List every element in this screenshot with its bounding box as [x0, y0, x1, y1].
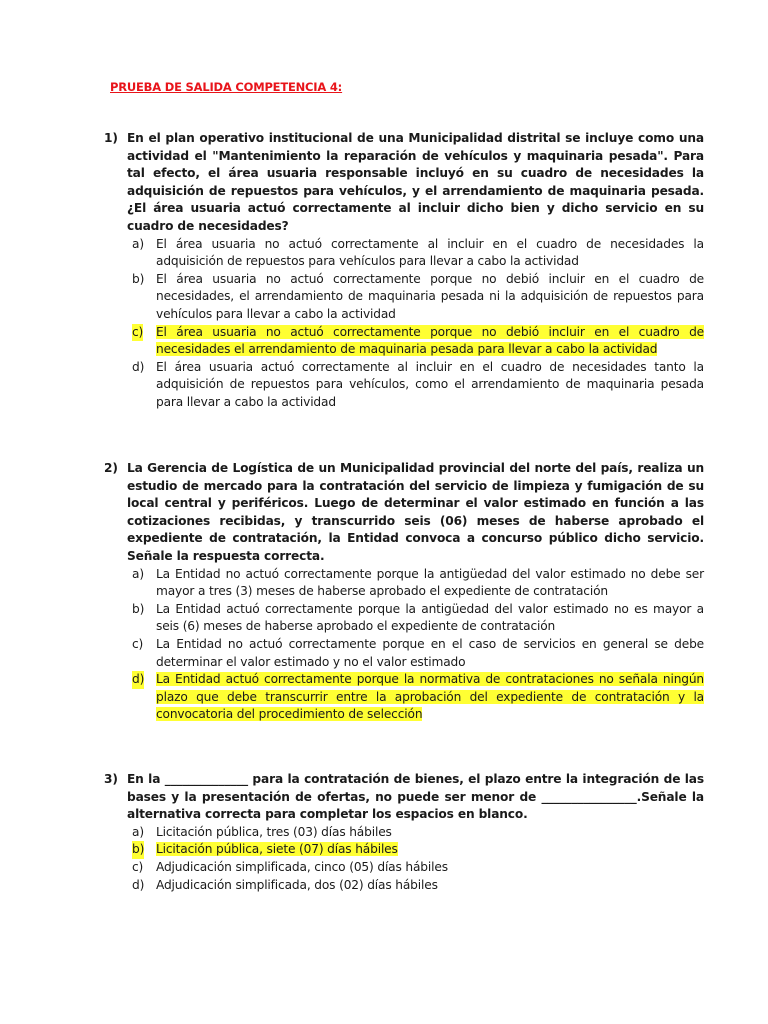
question-2-option-c	[104, 636, 704, 671]
question-3	[104, 771, 704, 894]
option-letter: a)	[132, 824, 144, 839]
option-text: Adjudicación simplificada, dos (02) días hábiles	[156, 877, 438, 892]
question-2-stem	[104, 460, 704, 566]
option-letter: c)	[132, 859, 144, 874]
option-text-highlighted: La Entidad actuó correctamente porque la normativa de contrataciones no señala ningún plazo que debe transcurrir entre la aprobación del expediente de contratación y la convocatoria del procedimiento de selección	[156, 672, 704, 722]
question-3-stem	[104, 771, 704, 824]
question-2-option-d	[104, 671, 704, 724]
option-letter: d)	[132, 877, 145, 892]
question-1-option-a	[104, 236, 704, 271]
question-3-number: 3)	[104, 772, 118, 786]
option-letter: c)	[132, 324, 143, 342]
option-text: La Entidad no actuó correctamente porque la antigüedad del valor estimado no debe ser mayor a tres (3) meses de haberse aprobado el expediente de contratación	[156, 566, 704, 599]
question-1-text: En el plan operativo institucional de una Municipalidad distrital se incluye como una actividad el "Mantenimiento la reparación de vehículos y maquinaria pesada". Para tal efecto, el área usuaria responsable incluyó en su cuadro de necesidades la adquisición de repuestos para vehículos, y el arrendamiento de maquinaria pesada. ¿El área usuaria actuó correctamente al incluir dicho bien y dicho servicio en su cuadro de necesidades?	[127, 131, 704, 233]
question-1	[104, 130, 704, 412]
option-letter: d)	[132, 359, 145, 374]
question-3-option-a	[104, 824, 704, 842]
option-text: La Entidad actuó correctamente porque la antigüedad del valor estimado no es mayor a seis (6) meses de haberse aprobado el expediente de contratación	[156, 601, 704, 634]
option-letter: c)	[132, 636, 144, 651]
question-2-text: La Gerencia de Logística de un Municipalidad provincial del norte del país, realiza un estudio de mercado para la contratación del servicio de limpieza y fumigación de su local central y periféricos. Luego de determinar el valor estimado en función a las cotizaciones recibidas, y transcurrido seis (06) meses de haberse aprobado el expediente de contratación, la Entidad convoca a concurso público dicho servicio. Señale la respuesta correcta.	[127, 461, 704, 563]
option-letter: b)	[132, 841, 144, 859]
question-1-option-c	[104, 324, 704, 359]
option-letter: b)	[132, 601, 145, 616]
option-letter: d)	[132, 671, 144, 689]
option-text: El área usuaria no actuó correctamente al incluir en el cuadro de necesidades la adquisición de repuestos para vehículos para llevar a cabo la actividad	[156, 236, 704, 269]
question-3-option-d	[104, 877, 704, 895]
question-2-options	[104, 566, 704, 724]
question-2-option-a	[104, 566, 704, 601]
question-1-option-d	[104, 359, 704, 412]
question-2-option-b	[104, 601, 704, 636]
question-1-option-b	[104, 271, 704, 324]
option-text-highlighted: Licitación pública, siete (07) días hábiles	[156, 842, 398, 857]
document-title: PRUEBA DE SALIDA COMPETENCIA 4:	[110, 80, 343, 94]
question-3-option-b	[104, 841, 704, 859]
option-text: El área usuaria no actuó correctamente porque no debió incluir en el cuadro de necesidades, el arrendamiento de maquinaria pesada ni la adquisición de repuestos para vehículos para llevar a cabo la actividad	[156, 271, 704, 321]
question-1-stem	[104, 130, 704, 236]
question-3-options	[104, 824, 704, 894]
question-1-options	[104, 236, 704, 412]
option-letter: a)	[132, 236, 144, 251]
question-1-number: 1)	[104, 131, 118, 145]
option-letter: a)	[132, 566, 144, 581]
option-text: Adjudicación simplificada, cinco (05) días hábiles	[156, 859, 448, 874]
option-text: El área usuaria actuó correctamente al incluir en el cuadro de necesidades tanto la adquisición de repuestos para vehículos, como el arrendamiento de maquinaria pesada para llevar a cabo la actividad	[156, 359, 704, 409]
option-text: Licitación pública, tres (03) días hábiles	[156, 824, 392, 839]
question-2	[104, 460, 704, 724]
option-text-highlighted: El área usuaria no actuó correctamente porque no debió incluir en el cuadro de necesidades el arrendamiento de maquinaria pesada para llevar a cabo la actividad	[156, 324, 704, 357]
question-2-number: 2)	[104, 461, 118, 475]
option-letter: b)	[132, 271, 145, 286]
question-3-option-c	[104, 859, 704, 877]
question-3-text: En la ______________ para la contratación de bienes, el plazo entre la integración de las bases y la presentación de ofertas, no puede ser menor de ________________.Señale la alternativa correcta para completar los espacios en blanco.	[127, 772, 704, 822]
option-text: La Entidad no actuó correctamente porque en el caso de servicios en general se debe determinar el valor estimado y no el valor estimado	[156, 636, 704, 669]
